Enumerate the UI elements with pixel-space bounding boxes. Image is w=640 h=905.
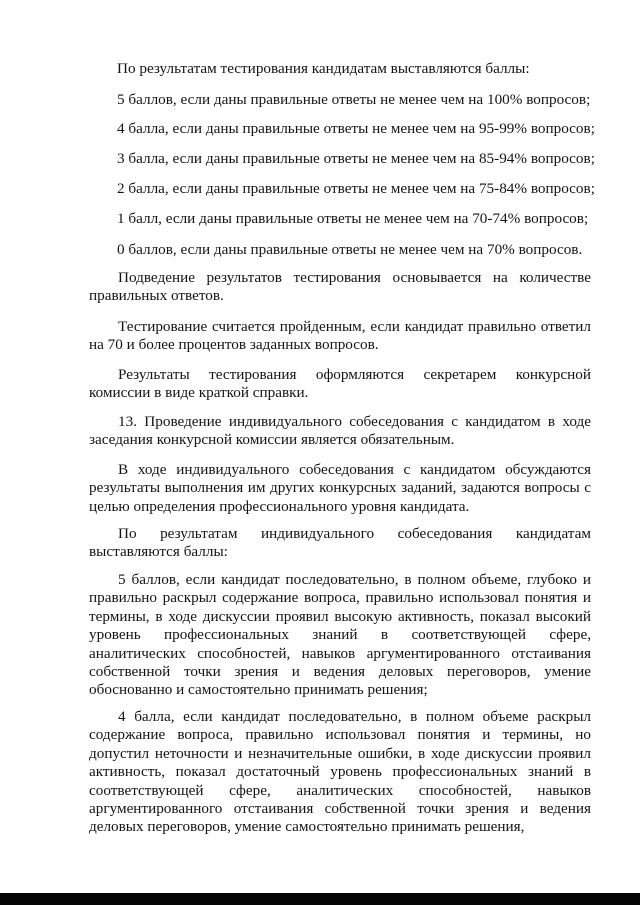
paragraph-interview-scores-intro: По результатам индивидуального собеседования кандидатам выставляются баллы: [89,525,591,561]
paragraph-interview-score-4: 4 балла, если кандидат последовательно, в полном объеме раскрыл содержание вопроса, правильно использовал понятия и термины, но допустил неточности и незначительные ошибки, в ходе дискуссии проявил активность, показал достаточный уровень профессиональных знаний в соответствующей сфере, аналитических способностей, навыков аргументированного отстаивания собственной точки зрения и ведения деловых переговоров, умение самостоятельно принимать решения, [89,708,591,836]
paragraph-results-formalized: Результаты тестирования оформляются секретарем конкурсной комиссии в виде краткой справки. [89,366,591,402]
score-line-5: 5 баллов, если даны правильные ответы не менее чем на 100% вопросов; [117,91,591,108]
paragraph-interview-discussion: В ходе индивидуального собеседования с кандидатом обсуждаются результаты выполнения им других конкурсных заданий, задаются вопросы с целью определения профессионального уровня кандидата. [89,461,591,515]
scoring-intro: По результатам тестирования кандидатам выставляются баллы: [117,60,530,77]
score-line-3: 3 балла, если даны правильные ответы не менее чем на 85-94% вопросов; [117,150,595,167]
score-line-0: 0 баллов, если даны правильные ответы не менее чем на 70% вопросов. [117,241,583,258]
paragraph-test-passed: Тестирование считается пройденным, если кандидат правильно ответил на 70 и более процентов заданных вопросов. [89,318,591,354]
paragraph-section-13: 13. Проведение индивидуального собеседования с кандидатом в ходе заседания конкурсной комиссии является обязательным. [89,413,591,449]
score-line-4: 4 балла, если даны правильные ответы не менее чем на 95-99% вопросов; [117,120,595,137]
score-line-1: 1 балл, если даны правильные ответы не менее чем на 70-74% вопросов; [117,210,589,227]
paragraph-interview-score-5: 5 баллов, если кандидат последовательно, в полном объеме, глубоко и правильно раскрыл содержание вопроса, правильно использовал понятия и термины, в ходе дискуссии проявил высокую активность, показал высокий уровень профессиональных знаний в соответствующей сфере, аналитических способностей, навыков аргументированного отстаивания собственной точки зрения и ведения деловых переговоров, умение обоснованно и самостоятельно принимать решения; [89,571,591,699]
paragraph-results-basis: Подведение результатов тестирования основывается на количестве правильных ответов. [89,269,591,305]
bottom-edge-bar [0,893,640,905]
score-line-2: 2 балла, если даны правильные ответы не менее чем на 75-84% вопросов; [117,180,595,197]
